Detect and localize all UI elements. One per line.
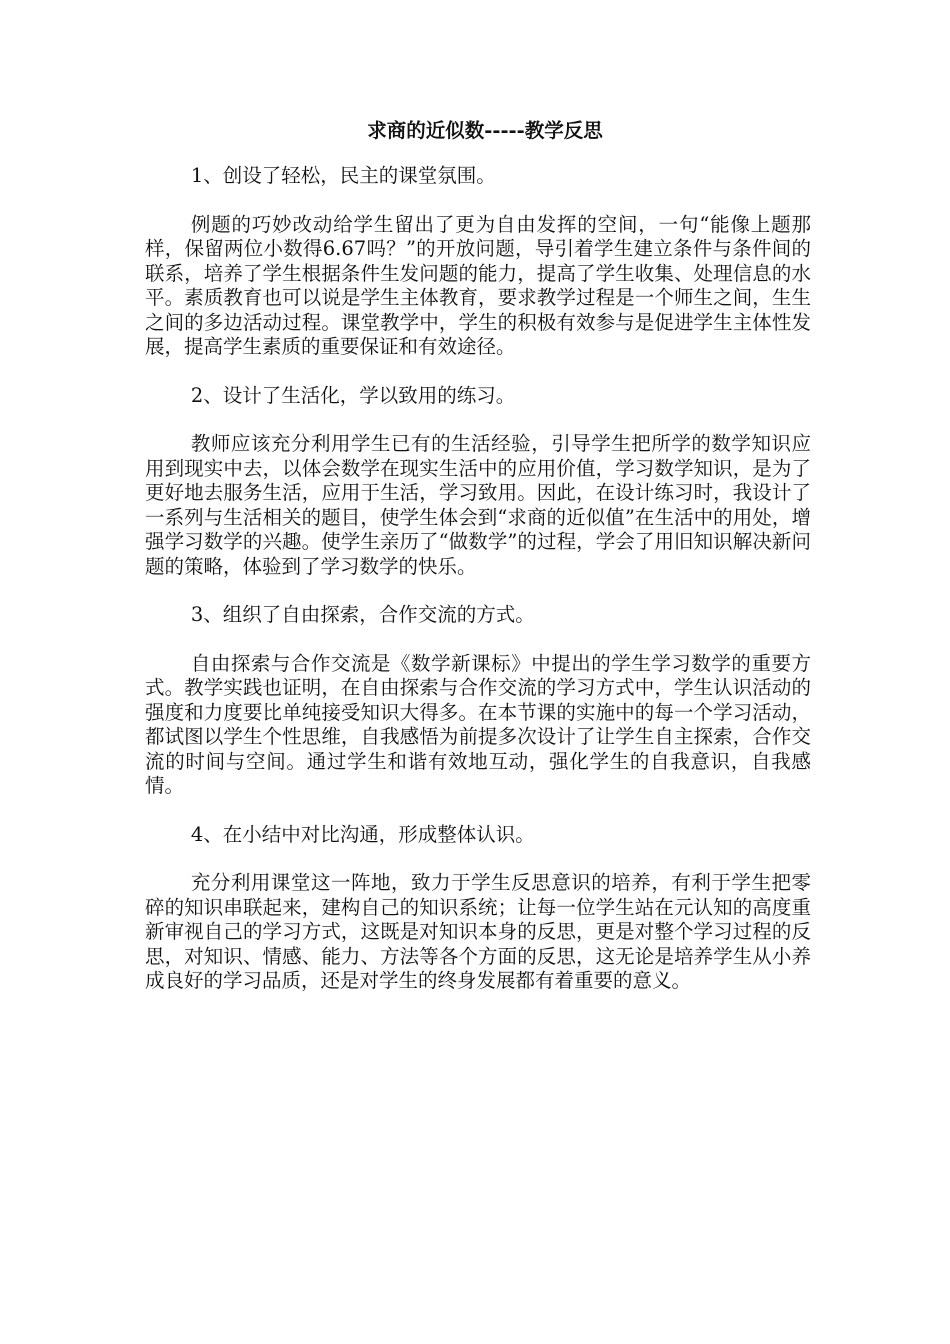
section-body-4: 充分利用课堂这一阵地，致力于学生反思意识的培养，有利于学生把零碎的知识串联起来，建构自己的知识系统；让每一位学生站在元认知的高度重新审视自己的学习方式，这既是对知识本身的反思，更是对整个学习过程的反思，对知识、情感、能力、方法等各个方面的反思，这无论是培养学生从小养成良好的学习品质，还是对学生的终身发展都有着重要的意义。 (145, 871, 811, 992)
section-heading-4: 4、在小结中对比沟通，形成整体认识。 (190, 822, 535, 846)
section-heading-3: 3、组织了自由探索，合作交流的方式。 (190, 603, 535, 626)
section-heading-2: 2、设计了生活化，学以致用的练习。 (190, 383, 516, 407)
section-heading-1: 1、创设了轻松，民主的课堂氛围。 (190, 164, 496, 187)
document-title: 求商的近似数-----教学反思 (367, 119, 603, 142)
section-body-1: 例题的巧妙改动给学生留出了更为自由发挥的空间，一句“能像上题那样，保留两位小数得6.67吗？”的开放问题，导引着学生建立条件与条件间的联系，培养了学生根据条件生发问题的能力，提高了学生收集、处理信息的水平。素质教育也可以说是学生主体教育，要求教学过程是一个师生之间，生生之间的多边活动过程。课堂教学中，学生的积极有效参与是促进学生主体性发展，提高学生素质的重要保证和有效途径。 (145, 212, 811, 358)
section-body-2: 教师应该充分利用学生已有的生活经验，引导学生把所学的数学知识应用到现实中去，以体会数学在现实生活中的应用价值，学习数学知识，是为了更好地去服务生活，应用于生活，学习致用。因此，在设计练习时，我设计了一系列与生活相关的题目，使学生体会到“求商的近似值”在生活中的用处，增强学习数学的兴趣。使学生亲历了“做数学”的过程，学会了用旧知识解决新问题的策略，体验到了学习数学的快乐。 (145, 432, 811, 578)
section-body-3: 自由探索与合作交流是《数学新课标》中提出的学生学习数学的重要方式。教学实践也证明，在自由探索与合作交流的学习方式中，学生认识活动的强度和力度要比单纯接受知识大得多。在本节课的实施中的每一个学习活动，都试图以学生个性思维，自我感悟为前提多次设计了让学生自主探索，合作交流的时间与空间。通过学生和谐有效地互动，强化学生的自我意识，自我感情。 (145, 651, 811, 797)
document-content (145, 118, 811, 1018)
